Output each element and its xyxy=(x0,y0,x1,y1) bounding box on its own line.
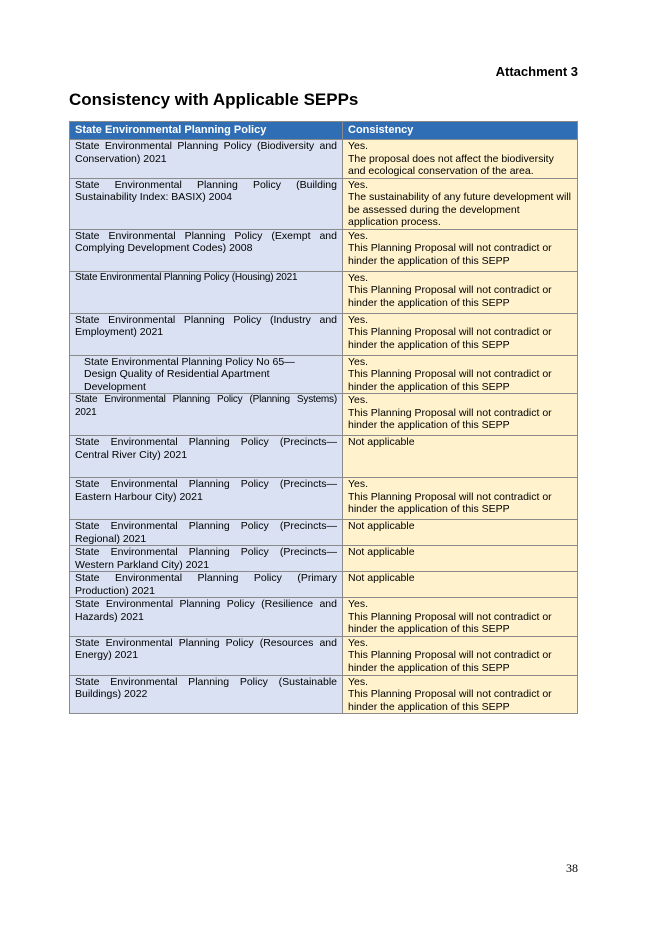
consistency-status: Yes. xyxy=(348,675,369,688)
consistency-status: Yes. xyxy=(348,178,369,191)
consistency-status: Not applicable xyxy=(348,520,415,532)
column-header-policy: State Environmental Planning Policy xyxy=(70,122,343,140)
consistency-cell xyxy=(343,394,578,436)
policy-text: State Environmental Planning Policy (Sustainable Buildings) 2022 xyxy=(75,675,337,700)
table-row xyxy=(70,636,578,675)
consistency-cell xyxy=(343,436,578,478)
policy-cell xyxy=(70,598,343,637)
sepp-consistency-table xyxy=(69,121,578,714)
consistency-status: Not applicable xyxy=(348,436,415,448)
consistency-detail: This Planning Proposal will not contradict or hinder the application of this SEPP xyxy=(348,242,552,267)
consistency-detail: This Planning Proposal will not contradict or hinder the application of this SEPP xyxy=(348,610,552,635)
policy-text: State Environmental Planning Policy (Industry and Employment) 2021 xyxy=(75,313,337,338)
consistency-cell xyxy=(343,355,578,394)
consistency-detail: This Planning Proposal will not contradict or hinder the application of this SEPP xyxy=(348,688,552,713)
consistency-status: Yes. xyxy=(348,478,369,490)
policy-cell xyxy=(70,572,343,598)
policy-text: State Environmental Planning Policy (Planning Systems) 2021 xyxy=(75,394,337,418)
consistency-detail: This Planning Proposal will not contradict or hinder the application of this SEPP xyxy=(348,649,552,674)
policy-text: State Environmental Planning Policy No 65— Design Quality of Residential Apartment Development xyxy=(84,355,295,393)
consistency-status: Yes. xyxy=(348,394,369,406)
table-row xyxy=(70,140,578,179)
table-row xyxy=(70,520,578,546)
consistency-cell xyxy=(343,572,578,598)
policy-text: State Environmental Planning Policy (Resources and Energy) 2021 xyxy=(75,636,337,661)
policy-cell xyxy=(70,478,343,520)
policy-cell xyxy=(70,355,343,394)
consistency-detail: This Planning Proposal will not contradict or hinder the application of this SEPP xyxy=(348,490,552,515)
policy-cell xyxy=(70,271,343,313)
table-row xyxy=(70,355,578,394)
page-number: 38 xyxy=(566,861,578,875)
policy-text: State Environmental Planning Policy (Building Sustainability Index: BASIX) 2004 xyxy=(75,178,337,203)
attachment-label: Attachment 3 xyxy=(495,64,578,79)
policy-cell xyxy=(70,178,343,229)
consistency-cell xyxy=(343,229,578,271)
policy-cell xyxy=(70,313,343,355)
consistency-cell xyxy=(343,546,578,572)
table-row xyxy=(70,436,578,478)
table-row xyxy=(70,572,578,598)
policy-cell xyxy=(70,520,343,546)
consistency-cell xyxy=(343,636,578,675)
consistency-status: Yes. xyxy=(348,271,369,284)
policy-cell xyxy=(70,636,343,675)
table-row xyxy=(70,598,578,637)
table-header-row xyxy=(70,122,578,140)
consistency-cell xyxy=(343,520,578,546)
table-row xyxy=(70,675,578,714)
policy-text: State Environmental Planning Policy (Housing) 2021 xyxy=(75,271,298,283)
table-row xyxy=(70,229,578,271)
policy-text: State Environmental Planning Policy (Primary Production) 2021 xyxy=(75,572,337,597)
consistency-cell xyxy=(343,675,578,714)
consistency-cell xyxy=(343,478,578,520)
policy-text: State Environmental Planning Policy (Precincts—Eastern Harbour City) 2021 xyxy=(75,478,337,503)
table-row xyxy=(70,546,578,572)
consistency-status: Not applicable xyxy=(348,572,415,584)
consistency-status: Not applicable xyxy=(348,546,415,558)
table-row xyxy=(70,178,578,229)
consistency-status: Yes. xyxy=(348,229,369,242)
policy-cell xyxy=(70,229,343,271)
consistency-cell xyxy=(343,271,578,313)
consistency-cell xyxy=(343,178,578,229)
consistency-detail: The sustainability of any future development will be assessed during the development application process. xyxy=(348,191,571,228)
policy-cell xyxy=(70,675,343,714)
table-row xyxy=(70,394,578,436)
policy-text: State Environmental Planning Policy (Biodiversity and Conservation) 2021 xyxy=(75,140,337,165)
policy-text: State Environmental Planning Policy (Precincts—Western Parkland City) 2021 xyxy=(75,546,337,571)
table-row xyxy=(70,271,578,313)
consistency-detail: This Planning Proposal will not contradict or hinder the application of this SEPP xyxy=(348,368,552,393)
consistency-cell xyxy=(343,598,578,637)
consistency-cell xyxy=(343,140,578,179)
policy-text: State Environmental Planning Policy (Precincts—Central River City) 2021 xyxy=(75,436,337,461)
policy-cell xyxy=(70,436,343,478)
consistency-status: Yes. xyxy=(348,598,369,610)
consistency-detail: This Planning Proposal will not contradict or hinder the application of this SEPP xyxy=(348,284,552,309)
consistency-status: Yes. xyxy=(348,313,369,326)
page-title: Consistency with Applicable SEPPs xyxy=(69,90,359,109)
policy-text: State Environmental Planning Policy (Resilience and Hazards) 2021 xyxy=(75,598,337,623)
consistency-detail: The proposal does not affect the biodiversity and ecological conservation of the area. xyxy=(348,152,554,177)
policy-text: State Environmental Planning Policy (Exempt and Complying Development Codes) 2008 xyxy=(75,229,337,254)
consistency-detail: This Planning Proposal will not contradict or hinder the application of this SEPP xyxy=(348,406,552,431)
consistency-cell xyxy=(343,313,578,355)
policy-cell xyxy=(70,140,343,179)
consistency-status: Yes. xyxy=(348,140,369,152)
consistency-status: Yes. xyxy=(348,636,369,649)
consistency-detail: This Planning Proposal will not contradict or hinder the application of this SEPP xyxy=(348,326,552,351)
policy-cell xyxy=(70,546,343,572)
policy-cell xyxy=(70,394,343,436)
policy-text: State Environmental Planning Policy (Precincts—Regional) 2021 xyxy=(75,520,337,545)
column-header-consistency: Consistency xyxy=(343,122,578,140)
table-row xyxy=(70,313,578,355)
table-row xyxy=(70,478,578,520)
consistency-status: Yes. xyxy=(348,355,369,368)
